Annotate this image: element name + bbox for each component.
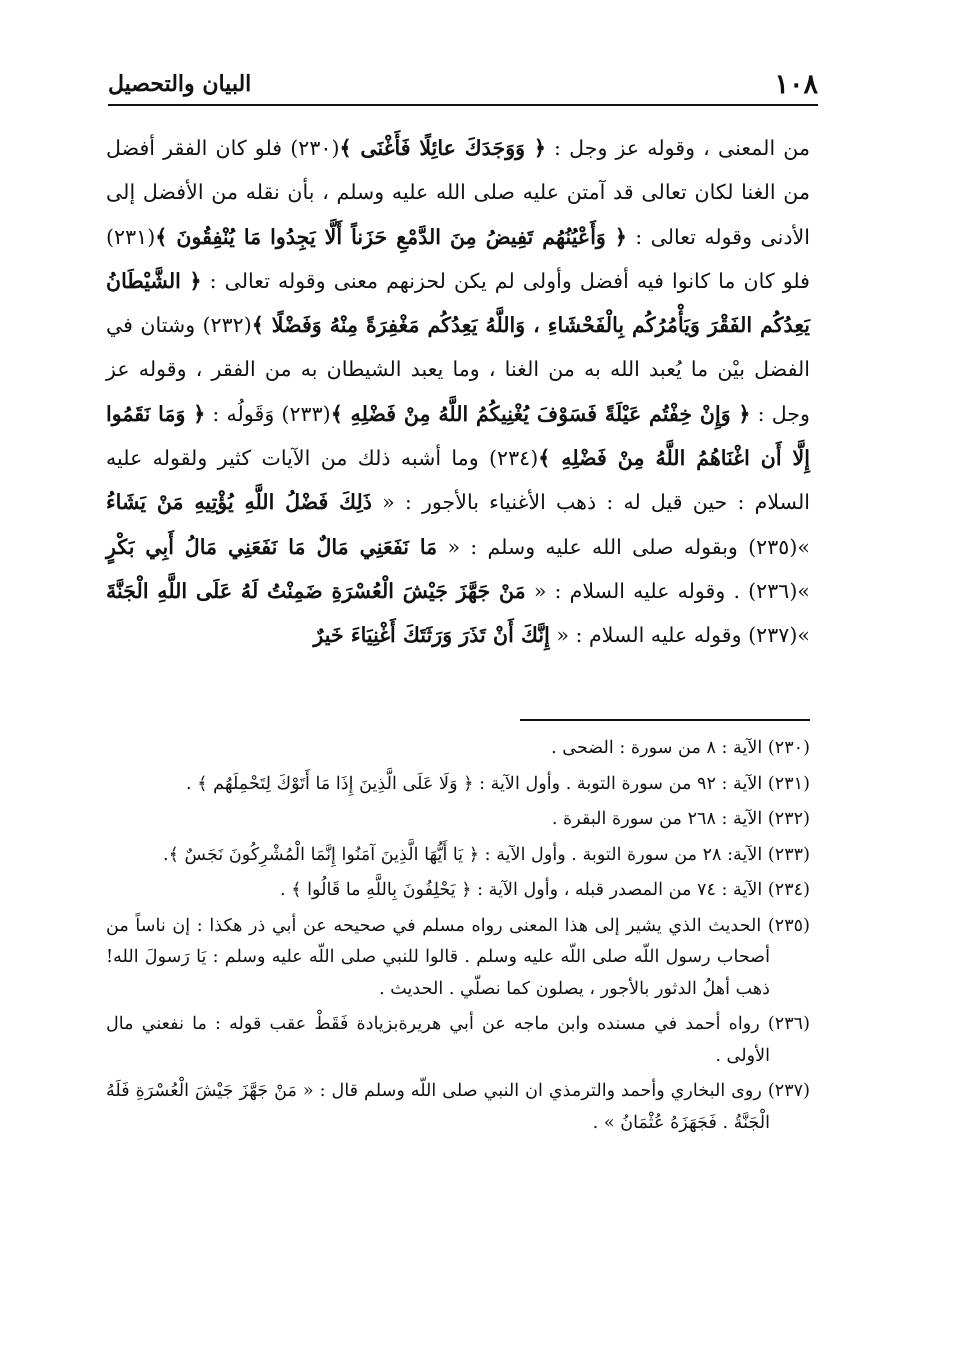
- footnote-text: الآية : ٧٤ من المصدر قبله ، وأول الآية : ﴿ يَحْلِفُونَ بِاللَّهِ ما قَالُوا ﴾ .: [280, 880, 763, 900]
- footnote-text: الآية : ٢٦٨ من سورة البقرة .: [551, 809, 763, 829]
- footnotes: [106, 733, 810, 1143]
- footnote-text: الآية : ٩٢ من سورة التوبة . وأول الآية : ﴿ وَلَا عَلَى الَّذِينَ إِذَا مَا أَتَوْكَ لِتَحْمِلَهُم ﴾ .: [186, 773, 763, 794]
- footnote-number: (٢٣٤): [767, 880, 810, 900]
- body-text-segment: (٢٣٤) وما أشبه ذلك من الآيات كثير ولقوله عليه السلام : حين قيل له : ذهب الأغنياء بالأجور : «: [106, 446, 810, 515]
- footnote: [106, 1009, 810, 1072]
- quran-verse: ﴿ وَوَجَدَكَ عائِلًا فَأَغْنَى ﴾: [339, 136, 546, 160]
- running-title: البيان والتحصيل: [108, 71, 252, 97]
- body-text-segment: »(٢٣٦) . وقوله عليه السلام : «: [525, 578, 810, 603]
- footnote: [106, 840, 810, 872]
- page-header: [108, 64, 818, 106]
- footnote: [106, 911, 810, 1006]
- footnote: [106, 875, 810, 907]
- footnote-text: روى البخاري وأحمد والترمذي ان النبي صلى اللّه وسلم قال : « مَنْ جَهَّزَ جَيْشَ الْعُسْرَةِ فَلَهُ الْجَنَّةُ . فَجَهَزَهُ عُثْمَانُ » .: [106, 1081, 770, 1133]
- footnote-text: الآية: ٢٨ من سورة التوبة . وأول الآية : ﴿ يَا أَيُّهَا الَّذِينَ آمَنُوا إِنَّمَا الْمُشْرِكُونَ نَجَسٌ ﴾.: [163, 844, 763, 865]
- body-text-segment: »(٢٣٥) وبقوله صلى الله عليه وسلم : «: [437, 534, 810, 559]
- footnote-text: الحديث الذي يشير إلى هذا المعنى رواه مسلم في صحيحه عن أبي ذر هكذا : إن ناساً من أصحاب رسول اللّه صلى اللّه عليه وسلم . قالوا للنبي صلى اللّه عليه وسلم : يَا رَسولَ الله! ذهب أهلُ الدثور بالأجور ، يصلون كما نصلّي . الحديث .: [106, 915, 770, 999]
- footnote-number: (٢٣٣): [767, 844, 810, 865]
- footnote-number: (٢٣٢): [767, 809, 810, 829]
- body-text-segment: (٢٣٠) فلو كان الفقر أفضل من الغنا لكان تعالى قد آمتن عليه صلى الله عليه وسلم ، بأن نقله من الأفضل إلى الأدنى وقوله تعالى :: [106, 136, 810, 249]
- footnote: [106, 769, 810, 801]
- quran-verse: ﴿ وَمَا نَقَمُوا إِلَّا أَن اغْنَاهُمُ اللَّهُ مِنْ فَضْلِهِ ﴾: [106, 401, 810, 471]
- footnote-number: (٢٣٠): [767, 738, 810, 758]
- hadith-quote: إِنَّكَ أَنْ تَذَرَ وَرَثَتَكَ أَغْنِيَاءَ خَيرٌ: [313, 623, 550, 648]
- footnote-number: (٢٣٧): [767, 1081, 811, 1101]
- footnote: [106, 733, 810, 765]
- body-text-segment: (٢٣١) فلو كان ما كانوا فيه أفضل وأولى لم يكن لحزنهم معنى وقوله تعالى :: [106, 224, 810, 293]
- footnote: [106, 1076, 810, 1139]
- body-paragraph: [106, 126, 810, 658]
- body-text-segment: (٢٣٢) وشتان في الفضل بيْن ما يُعبد الله به من الغنا ، وما يعبد الشيطان به من الفقر ، وقوله عز وجل :: [106, 313, 810, 426]
- footnote-number: (٢٣٦): [767, 1014, 810, 1034]
- footnote-divider: [520, 719, 810, 721]
- hadith-quote: مَا نَفَعَنِي مَالٌ مَا نَفَعَنِي مَالُ أَبِي بَكْرٍ: [106, 534, 438, 559]
- body-text-segment: (٢٣٣) وَقَولُه :: [205, 401, 331, 426]
- body-text-segment: »(٢٣٧) وقوله عليه السلام : «: [549, 623, 810, 648]
- footnote-number: (٢٣١): [767, 773, 810, 794]
- body-text-segment: من المعنى ، وقوله عز وجل :: [545, 136, 811, 160]
- footnote-text: الآية : ٨ من سورة : الضحى .: [551, 738, 763, 758]
- hadith-quote: ذَلِكَ فَضْلُ اللَّهِ يُؤْتِيهِ مَنْ يَشَاءُ: [106, 490, 372, 515]
- footnote: [106, 804, 810, 836]
- quran-verse: ﴿ الشَّيْطَانُ يَعِدُكُم الفَقْرَ وَيَأْمُرُكُم بِالْفَحْشَاءِ ، وَاللَّهُ يَعِدُكُم مَغْفِرَةً مِنْهُ وَفَضْلًا ﴾: [106, 268, 811, 338]
- quran-verse: ﴿ وَإِنْ خِفْتُم عَيْلَةً فَسَوْفَ يُغْنِيكُمُ اللَّهُ مِنْ فَضْلِهِ ﴾: [330, 401, 751, 426]
- footnote-number: (٢٣٥): [767, 915, 810, 936]
- footnote-text: رواه أحمد في مسنده وابن ماجه عن أبي هريرةبزيادة فَقَطْ عقب قوله : ما نفعني مال الأولى .: [106, 1014, 770, 1066]
- main-text: [106, 126, 810, 658]
- quran-verse: ﴿ وَأَعْيُنُهُم تَفِيضُ مِنَ الدَّمْعِ حَزَناً أَلَّا يَجِدُوا مَا يُنْفِقُونَ ﴾: [155, 224, 627, 249]
- hadith-quote: مَنْ جَهَّزَ جَيْشَ الْعُسْرَةِ ضَمِنْتُ لَهُ عَلَى اللَّهِ الْجَنَّةَ: [106, 578, 526, 603]
- page-number: ١٠٨: [774, 68, 818, 100]
